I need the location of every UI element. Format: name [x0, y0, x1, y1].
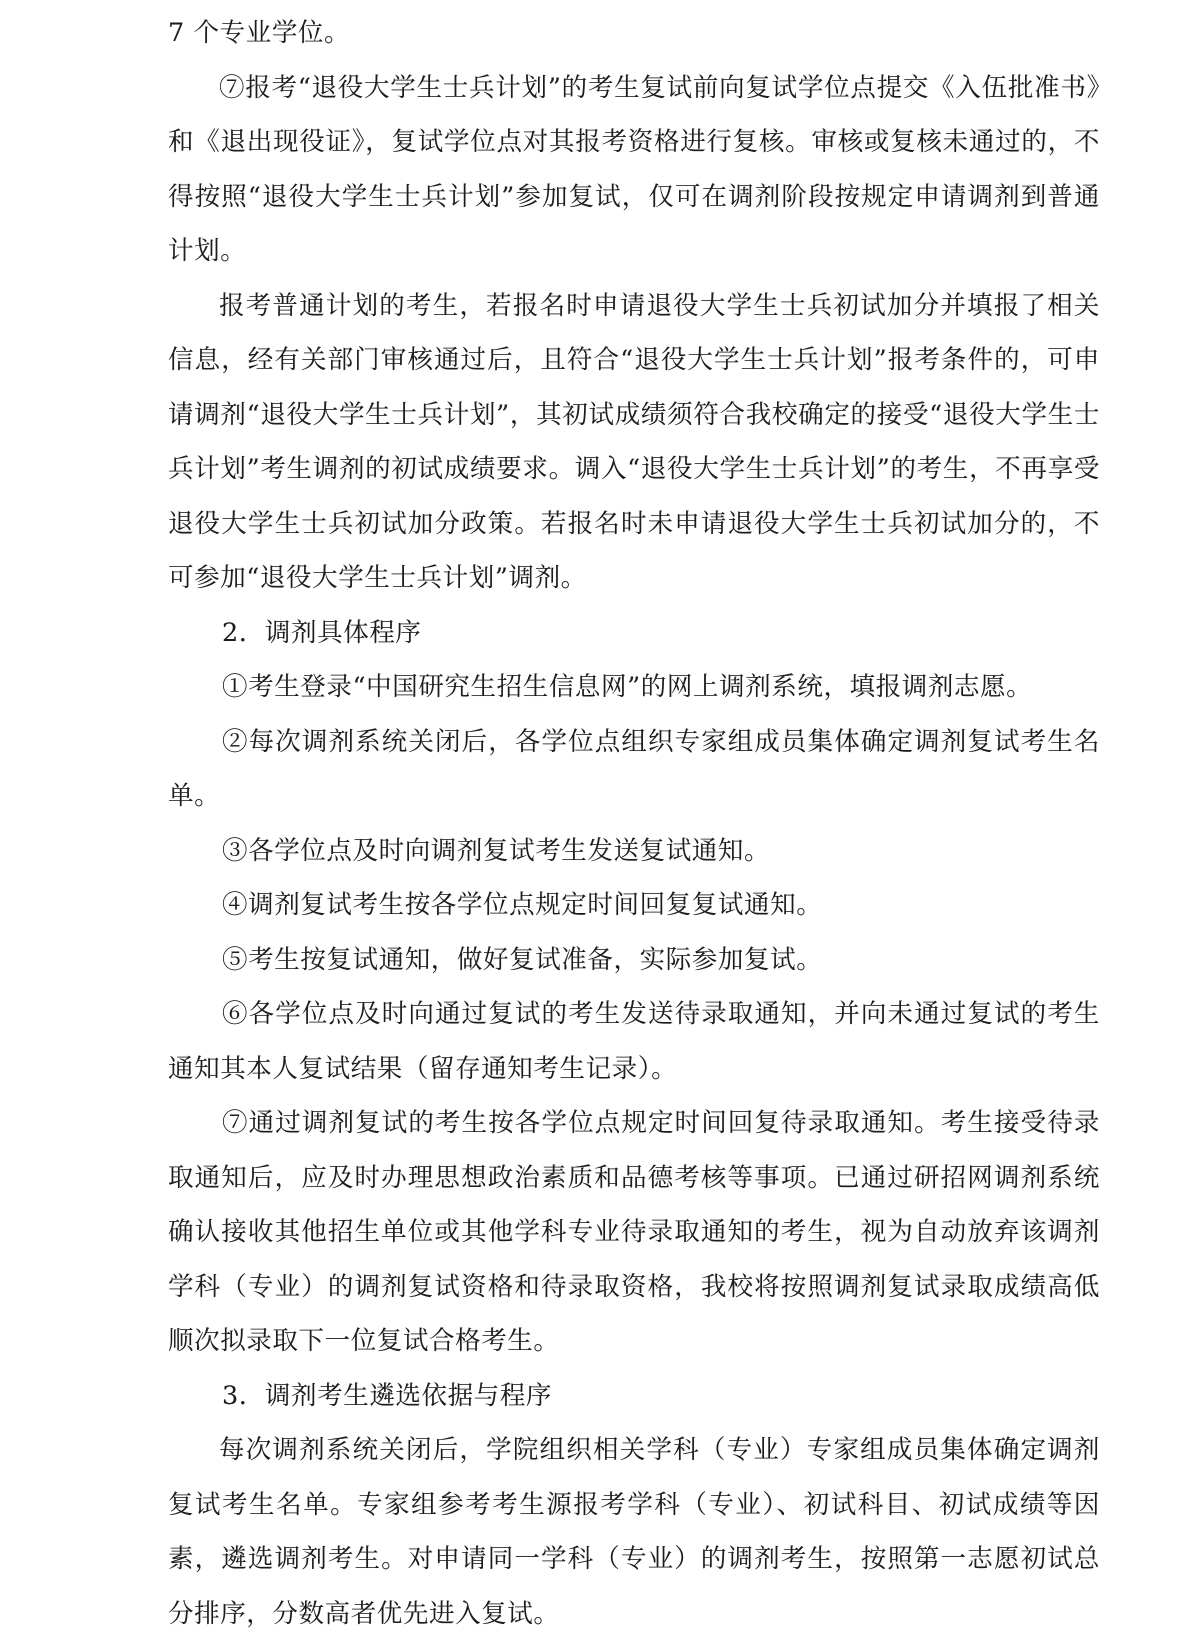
- paragraph-general-plan-applicants: 报考普通计划的考生，若报名时申请退役大学生士兵初试加分并填报了相关信息，经有关部门审核通过后，且符合“退役大学生士兵计划”报考条件的，可申请调剂“退役大学生士兵计划”，其初试成绩须符合我校确定的接受“退役大学生士兵计划”考生调剂的初试成绩要求。调入“退役大学生士兵计划”的考生，不再享受退役大学生士兵初试加分政策。若报名时未申请退役大学生士兵初试加分的，不可参加“退役大学生士兵计划”调剂。: [168, 290, 1100, 593]
- paragraph-continuation: 7 个专业学位。: [168, 18, 351, 48]
- paragraph-step-5: ⑤考生按复试通知，做好复试准备，实际参加复试。: [222, 944, 823, 975]
- heading-selection-basis: 3．调剂考生遴选依据与程序: [222, 1380, 553, 1411]
- paragraph-step-2: ②每次调剂系统关闭后，各学位点组织专家组成员集体确定调剂复试考生名单。: [168, 726, 1100, 811]
- paragraph-selection-details: 每次调剂系统关闭后，学院组织相关学科（专业）专家组成员集体确定调剂复试考生名单。专家组参考考生源报考学科（专业）、初试科目、初试成绩等因素，遴选调剂考生。对申请同一学科（专业）的调剂考生，按照第一志愿初试总分排序，分数高者优先进入复试。: [168, 1435, 1100, 1629]
- paragraph-step-1: ①考生登录“中国研究生招生信息网”的网上调剂系统，填报调剂志愿。: [222, 672, 1033, 702]
- paragraph-item-7-veteran-plan: ⑦报考“退役大学生士兵计划”的考生复试前向复试学位点提交《入伍批准书》和《退出现役证》，复试学位点对其报考资格进行复核。审核或复核未通过的，不得按照“退役大学生士兵计划”参加复试，仅可在调剂阶段按规定申请调剂到普通计划。: [168, 72, 1100, 266]
- paragraph-step-6: ⑥各学位点及时向通过复试的考生发送待录取通知，并向未通过复试的考生通知其本人复试结果（留存通知考生记录）。: [168, 999, 1100, 1084]
- paragraph-step-4: ④调剂复试考生按各学位点规定时间回复复试通知。: [222, 890, 823, 920]
- paragraph-step-7: ⑦通过调剂复试的考生按各学位点规定时间回复待录取通知。考生接受待录取通知后，应及时办理思想政治素质和品德考核等事项。已通过研招网调剂系统确认接收其他招生单位或其他学科专业待录取通知的考生，视为自动放弃该调剂学科（专业）的调剂复试资格和待录取资格，我校将按照调剂复试录取成绩高低顺次拟录取下一位复试合格考生。: [168, 1108, 1100, 1356]
- paragraph-step-3: ③各学位点及时向调剂复试考生发送复试通知。: [222, 835, 771, 866]
- heading-adjustment-procedure: 2．调剂具体程序: [222, 617, 422, 648]
